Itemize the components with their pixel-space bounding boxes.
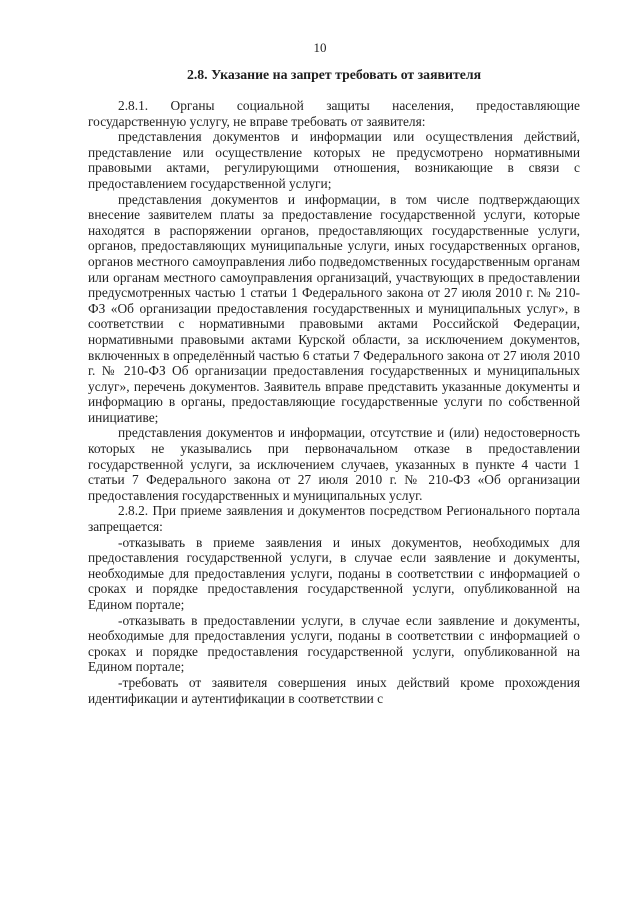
page-number: 10 — [313, 40, 327, 55]
paragraph-2-8-1-intro: 2.8.1. Органы социальной защиты населения, предоставляющие государственную услугу, не вправе требовать от заявителя: — [88, 98, 580, 129]
paragraph-require-actions: -требовать от заявителя совершения иных действий кроме прохождения идентификации и аутентификации в соответствии с — [88, 674, 580, 706]
paragraph-refuse-acceptance: -отказывать в приеме заявления и иных документов, необходимых для предоставления государственной услуги, в случае если заявление и документы, необходимые для предоставления услуги, поданы в соответствии с информацией о сроках и порядке предоставления государственной услуги, опубликованной на Едином портале; — [88, 534, 580, 612]
paragraph-refuse-service: -отказывать в предоставлении услуги, в случае если заявление и документы, необходимые для предоставления услуги, поданы в соответствии с информацией о сроках и порядке предоставления государственной услуги, опубликованной на Едином портале; — [88, 612, 580, 675]
paragraph-requirement-documents: представления документов и информации, в том числе подтверждающих внесение заявителем платы за предоставление государственной услуги, которые находятся в распоряжении органов, предоставляющих государственные услуги, органов, предоставляющих муниципальные услуги, иных государственных органов, органов местного самоуправления либо подведомственных государственным органам или органам местного самоуправления организаций, участвующих в предоставлении предусмотренных частью 1 статьи 1 Федерального закона от 27 июля 2010 г. № 210-ФЗ «Об организации предоставления государственных и муниципальных услуг», в соответствии с нормативными правовыми актами Российской Федерации, нормативными правовыми актами Курской области, за исключением документов, включенных в определённый частью 6 статьи 7 Федерального закона от 27 июля 2010 г. № 210-ФЗ Об организации предоставления государственных и муниципальных услуг», перечень документов. Заявитель вправе представить указанные документы и информацию в органы, предоставляющие государственные услуги по собственной инициативе; — [88, 191, 580, 425]
body-text — [88, 98, 580, 706]
paragraph-requirement-actions: представления документов и информации или осуществления действий, представление или осуществление которых не предусмотрено нормативными правовыми актами, регулирующими отношения, возникающие в связи с предоставлением государственной услуги; — [88, 129, 580, 191]
section-title: 2.8. Указание на запрет требовать от заявителя — [186, 67, 482, 82]
paragraph-requirement-missing-documents: представления документов и информации, отсутствие и (или) недостоверность которых не указывались при первоначальном отказе в предоставлении государственной услуги, за исключением случаев, указанных в пункте 4 части 1 статьи 7 Федерального закона от 27 июля 2010 г. № 210-ФЗ «Об организации предоставления государственных и муниципальных услуг. — [88, 425, 580, 503]
paragraph-2-8-2-intro: 2.8.2. При приеме заявления и документов посредством Регионального портала запрещается: — [88, 503, 580, 535]
